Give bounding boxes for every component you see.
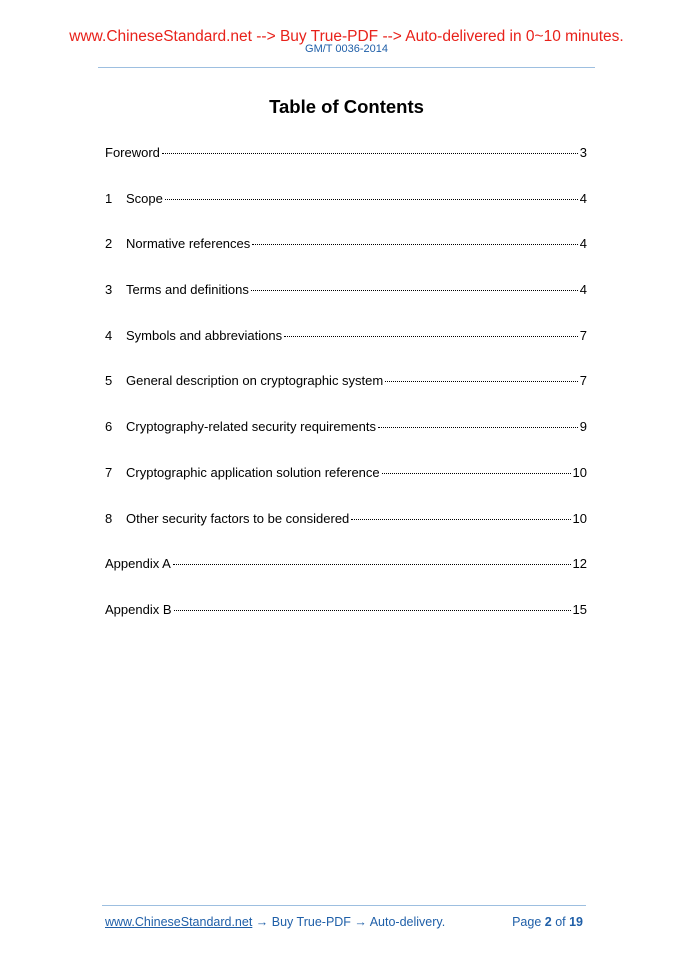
page-of: of — [551, 915, 570, 929]
toc-number: 2 — [105, 236, 113, 252]
promo-banner[interactable]: www.ChineseStandard.net --> Buy True-PDF --> Auto-delivered in 0~10 minutes. — [69, 28, 624, 45]
toc-page-number: 10 — [572, 464, 587, 480]
toc-title: Symbols and abbreviations — [126, 327, 283, 343]
dot-leader — [174, 610, 571, 611]
page-footer — [105, 915, 583, 929]
dot-leader — [165, 199, 578, 200]
toc-page-number: 4 — [579, 190, 587, 206]
dot-leader — [378, 427, 578, 428]
dot-leader — [385, 381, 578, 382]
toc-number: 7 — [105, 464, 113, 480]
footer-tagline: → Buy True-PDF → Auto-delivery. — [252, 915, 446, 929]
toc-number: 6 — [105, 419, 113, 435]
toc-page-number: 9 — [579, 419, 587, 435]
toc-page-number: 7 — [579, 327, 587, 343]
toc-title: Foreword — [105, 145, 160, 160]
header-divider — [98, 67, 595, 68]
toc-title: Other security factors to be considered — [126, 510, 350, 526]
toc-title: Appendix A — [105, 556, 171, 572]
toc-number: 4 — [105, 327, 113, 343]
dot-leader — [382, 473, 571, 474]
dot-leader — [162, 153, 578, 154]
toc-entry-security-requirements[interactable] — [105, 419, 587, 465]
toc-title: Cryptographic application solution reference — [126, 464, 380, 480]
toc-entry-scope[interactable] — [105, 191, 587, 237]
toc-entry-symbols-and-abbreviations[interactable] — [105, 328, 587, 374]
toc-entry-solution-reference[interactable] — [105, 465, 587, 511]
page-total: 19 — [569, 915, 583, 929]
toc-page-number: 15 — [572, 601, 587, 617]
toc-entry-general-description[interactable] — [105, 373, 587, 419]
page-indicator — [512, 915, 583, 929]
footer-promo — [105, 915, 445, 929]
document-code: GM/T 0036-2014 — [305, 43, 388, 55]
toc-number: 3 — [105, 282, 113, 298]
toc-title: Cryptography-related security requirements — [126, 419, 376, 435]
footer-divider — [102, 905, 586, 906]
table-of-contents — [105, 145, 587, 648]
toc-title: General description on cryptographic system — [126, 373, 384, 389]
toc-number: 5 — [105, 373, 113, 389]
toc-page-number: 12 — [572, 556, 587, 572]
toc-entry-appendix-b[interactable] — [105, 602, 587, 648]
page-label: Page — [512, 915, 545, 929]
dot-leader — [251, 290, 578, 291]
toc-page-number: 3 — [579, 145, 587, 160]
toc-entry-other-security-factors[interactable] — [105, 511, 587, 557]
toc-entry-normative-references[interactable] — [105, 236, 587, 282]
toc-page-number: 4 — [579, 236, 587, 252]
toc-entry-foreword[interactable] — [105, 145, 587, 191]
toc-title: Scope — [126, 190, 163, 206]
toc-entry-terms-and-definitions[interactable] — [105, 282, 587, 328]
toc-page-number: 4 — [579, 282, 587, 298]
toc-title: Terms and definitions — [126, 282, 249, 298]
dot-leader — [173, 564, 571, 565]
dot-leader — [284, 336, 578, 337]
toc-page-number: 10 — [572, 510, 587, 526]
dot-leader — [351, 519, 570, 520]
dot-leader — [252, 244, 577, 245]
toc-number: 8 — [105, 510, 113, 526]
toc-title: Normative references — [126, 236, 251, 252]
page-title: Table of Contents — [269, 96, 424, 117]
toc-page-number: 7 — [579, 373, 587, 389]
toc-title: Appendix B — [105, 601, 172, 617]
footer-site-link[interactable]: www.ChineseStandard.net — [105, 915, 253, 929]
page-current: 2 — [544, 915, 552, 929]
toc-entry-appendix-a[interactable] — [105, 556, 587, 602]
toc-number: 1 — [105, 190, 113, 206]
